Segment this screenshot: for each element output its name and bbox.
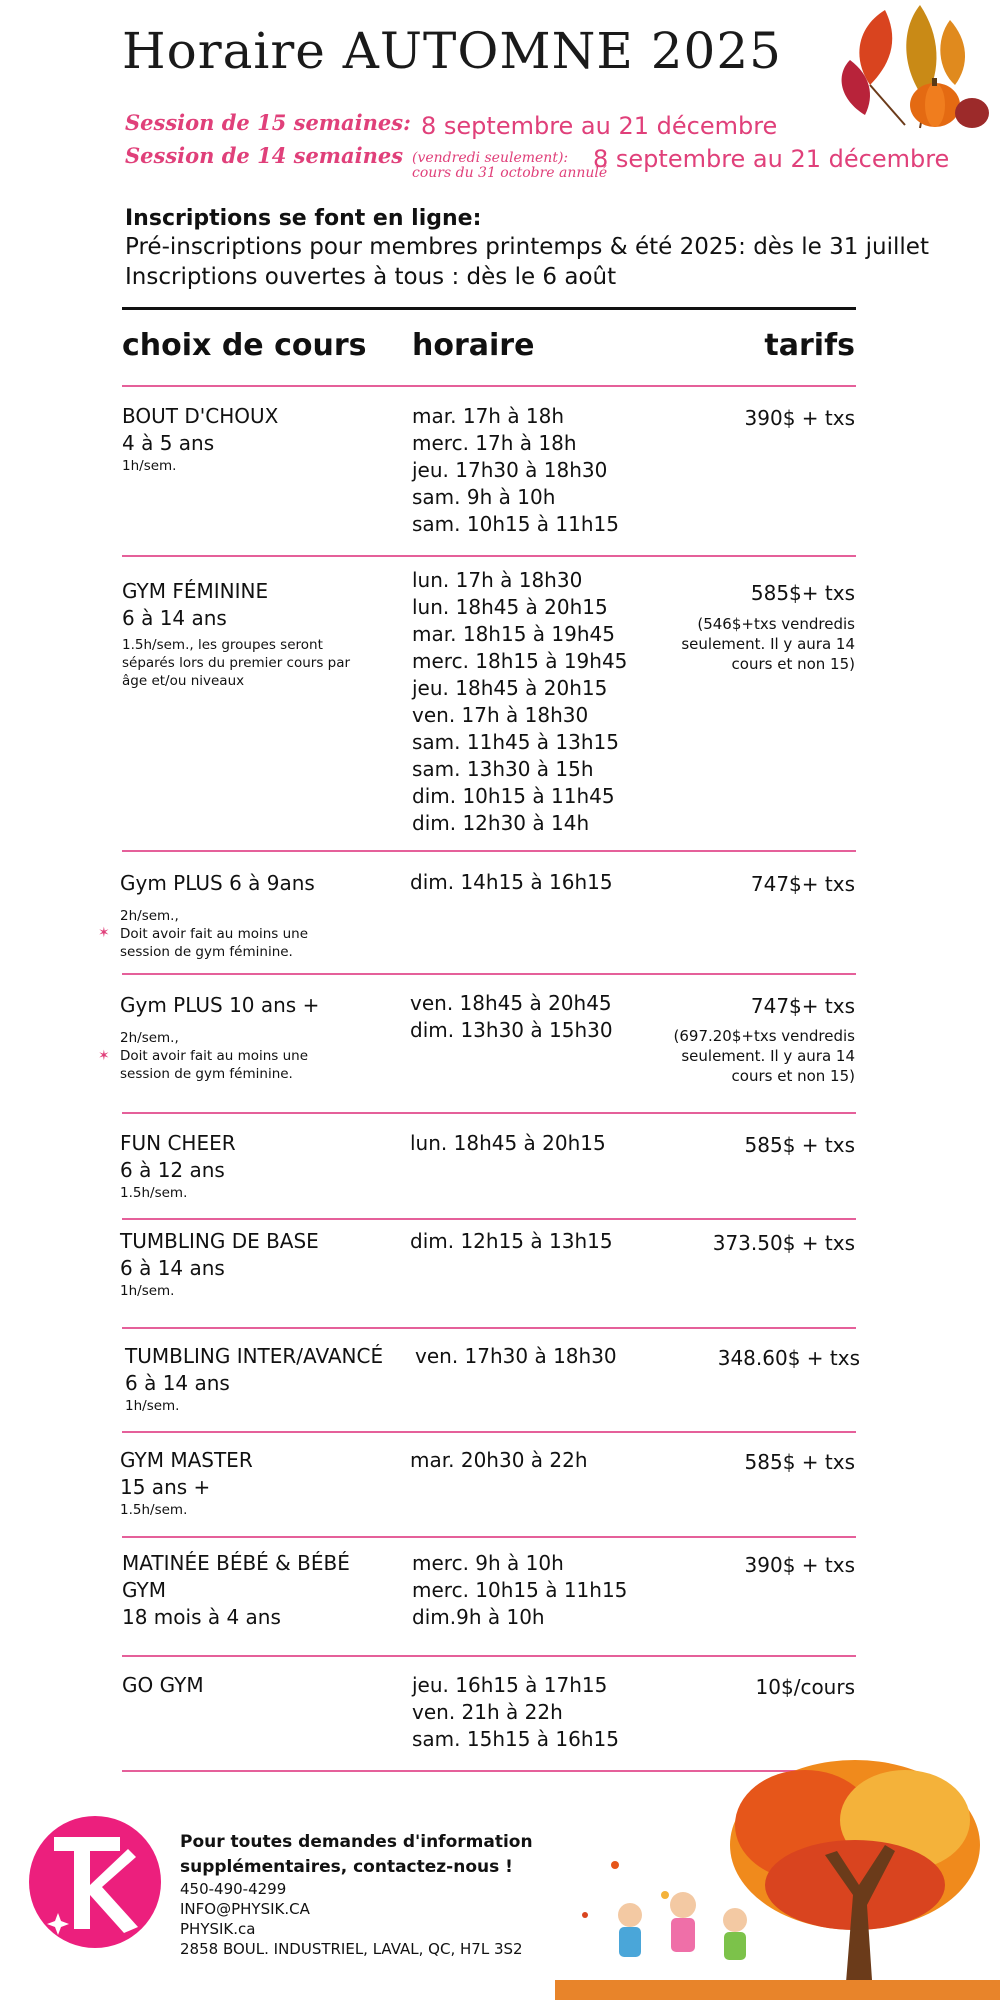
- course-name: Gym PLUS 6 à 9ans: [120, 871, 315, 895]
- row-divider: [122, 1112, 856, 1114]
- course-age: 4 à 5 ans: [122, 431, 215, 455]
- course-tumbling-inter: [125, 1343, 415, 1415]
- course-schedule: ven. 17h30 à 18h30: [415, 1344, 617, 1368]
- course-schedule: dim. 14h15 à 16h15: [410, 870, 613, 894]
- row-divider: [122, 1431, 856, 1433]
- course-name: GO GYM: [122, 1673, 204, 1697]
- course-name: Gym PLUS 10 ans +: [120, 993, 320, 1017]
- course-age: 6 à 14 ans: [125, 1371, 230, 1395]
- sparkle-icon: ✶: [98, 1048, 110, 1064]
- row-divider: [122, 850, 856, 852]
- course-price: 585$ + txs: [744, 1133, 855, 1157]
- course-note: 1.5h/sem., les groupes seront séparés lors du premier cours par âge et/ou niveaux: [122, 637, 351, 689]
- session-15-label: Session de 15 semaines:: [125, 110, 411, 135]
- session-14-note: (vendredi seulement): cours du 31 octobre annulé: [412, 150, 608, 181]
- course-bout-dchoux: [122, 403, 392, 475]
- row-divider: [122, 555, 856, 557]
- course-price: 10$/cours: [755, 1675, 855, 1699]
- course-schedule: mar. 17h à 18h merc. 17h à 18h jeu. 17h30 à 18h30 sam. 9h à 10h sam. 10h15 à 11h15: [412, 404, 619, 536]
- row-divider: [122, 1218, 856, 1220]
- sparkle-icon: ✶: [98, 925, 110, 941]
- course-note: 1.5h/sem.: [120, 1502, 188, 1518]
- course-schedule: jeu. 16h15 à 17h15 ven. 21h à 22h sam. 15h15 à 16h15: [412, 1673, 619, 1751]
- course-schedule: merc. 9h à 10h merc. 10h15 à 11h15 dim.9h à 10h: [412, 1551, 628, 1629]
- course-schedule: lun. 18h45 à 20h15: [410, 1131, 606, 1155]
- course-name: TUMBLING DE BASE: [120, 1229, 319, 1253]
- footer-address: 2858 BOUL. INDUSTRIEL, LAVAL, QC, H7L 3S2: [180, 1940, 523, 1958]
- course-schedule: lun. 17h à 18h30 lun. 18h45 à 20h15 mar. 18h15 à 19h45 merc. 18h15 à 19h45 jeu. 18h45 à 20h15 ven. 17h à 18h30 sam. 11h45 à 13h15 sam. 13h30 à 15h dim. 10h15 à 11h45 dim. 12h30 à 14h: [412, 568, 628, 835]
- column-price: tarifs: [764, 328, 855, 363]
- registration-line-1: Pré-inscriptions pour membres printemps & été 2025: dès le 31 juillet: [125, 234, 929, 260]
- course-age: 6 à 14 ans: [120, 1256, 225, 1280]
- course-schedule: dim. 12h15 à 13h15: [410, 1229, 613, 1253]
- course-price: 585$ + txs: [744, 1450, 855, 1474]
- autumn-tree-icon: [555, 1745, 1000, 2000]
- footer-website[interactable]: PHYSIK.ca: [180, 1920, 256, 1938]
- page-title: Horaire AUTOMNE 2025: [122, 22, 782, 80]
- footer-question: Pour toutes demandes d'information supplémentaires, contactez-nous !: [180, 1832, 533, 1877]
- course-name: MATINÉE BÉBÉ & BÉBÉ GYM: [122, 1551, 350, 1602]
- course-price-note: (546$+txs vendredis seulement. Il y aura 14 cours et non 15): [681, 615, 855, 673]
- column-course: choix de cours: [122, 328, 367, 363]
- course-name: BOUT D'CHOUX: [122, 404, 279, 428]
- course-note: 1h/sem.: [125, 1398, 180, 1414]
- course-age: 15 ans +: [120, 1475, 211, 1499]
- footer-email[interactable]: INFO@PHYSIK.CA: [180, 1900, 310, 1918]
- course-note: 2h/sem.,: [120, 908, 179, 924]
- course-tumbling-base: [120, 1228, 390, 1300]
- course-go-gym: [122, 1672, 362, 1699]
- course-age: 18 mois à 4 ans: [122, 1605, 281, 1629]
- course-price: 585$+ txs: [750, 581, 855, 605]
- column-schedule: horaire: [412, 328, 535, 363]
- course-schedule: mar. 20h30 à 22h: [410, 1448, 588, 1472]
- course-gym-plus-10: [120, 992, 390, 1083]
- course-name: FUN CHEER: [120, 1131, 236, 1155]
- row-divider: [122, 973, 856, 975]
- row-divider: [122, 1655, 856, 1657]
- row-divider: [122, 385, 856, 387]
- footer-phone[interactable]: 450-490-4299: [180, 1880, 287, 1898]
- course-fun-cheer: [120, 1130, 390, 1202]
- course-note: 1h/sem.: [122, 458, 177, 474]
- course-price-note: (697.20$+txs vendredis seulement. Il y aura 14 cours et non 15): [673, 1027, 855, 1085]
- course-note: 2h/sem.,: [120, 1030, 179, 1046]
- header-divider: [122, 307, 856, 310]
- course-price: 747$+ txs: [750, 994, 855, 1018]
- session-14-label: Session de 14 semaines: [125, 143, 404, 168]
- course-gym-master: [120, 1447, 390, 1519]
- session-14-dates: 8 septembre au 21 décembre: [593, 145, 950, 173]
- registration-line-2: Inscriptions ouvertes à tous : dès le 6 août: [125, 264, 617, 290]
- course-requirement: Doit avoir fait au moins une session de gym féminine.: [120, 926, 309, 960]
- course-price: 348.60$ + txs: [717, 1346, 860, 1370]
- course-gym-feminine: [122, 578, 372, 690]
- autumn-leaves-icon: [830, 0, 1000, 135]
- course-gym-plus-6-9: [120, 870, 390, 961]
- row-divider: [122, 1327, 856, 1329]
- course-name: GYM MASTER: [120, 1448, 253, 1472]
- course-price: 390$ + txs: [744, 406, 855, 430]
- course-price: 373.50$ + txs: [712, 1231, 855, 1255]
- children-icon: [618, 1892, 747, 1960]
- course-price: 390$ + txs: [744, 1553, 855, 1577]
- course-matinee-bebe: [122, 1550, 362, 1631]
- physik-logo-icon: [28, 1815, 162, 1949]
- course-note: 1h/sem.: [120, 1283, 175, 1299]
- session-15-dates: 8 septembre au 21 décembre: [421, 112, 778, 140]
- course-schedule: ven. 18h45 à 20h45 dim. 13h30 à 15h30: [410, 991, 613, 1042]
- course-name: TUMBLING INTER/AVANCÉ: [125, 1344, 384, 1368]
- course-price: 747$+ txs: [750, 872, 855, 896]
- course-name: GYM FÉMININE: [122, 579, 269, 603]
- registration-title: Inscriptions se font en ligne:: [125, 206, 482, 231]
- course-age: 6 à 14 ans: [122, 606, 227, 630]
- course-requirement: Doit avoir fait au moins une session de gym féminine.: [120, 1048, 309, 1082]
- course-age: 6 à 12 ans: [120, 1158, 225, 1182]
- course-note: 1.5h/sem.: [120, 1185, 188, 1201]
- row-divider: [122, 1536, 856, 1538]
